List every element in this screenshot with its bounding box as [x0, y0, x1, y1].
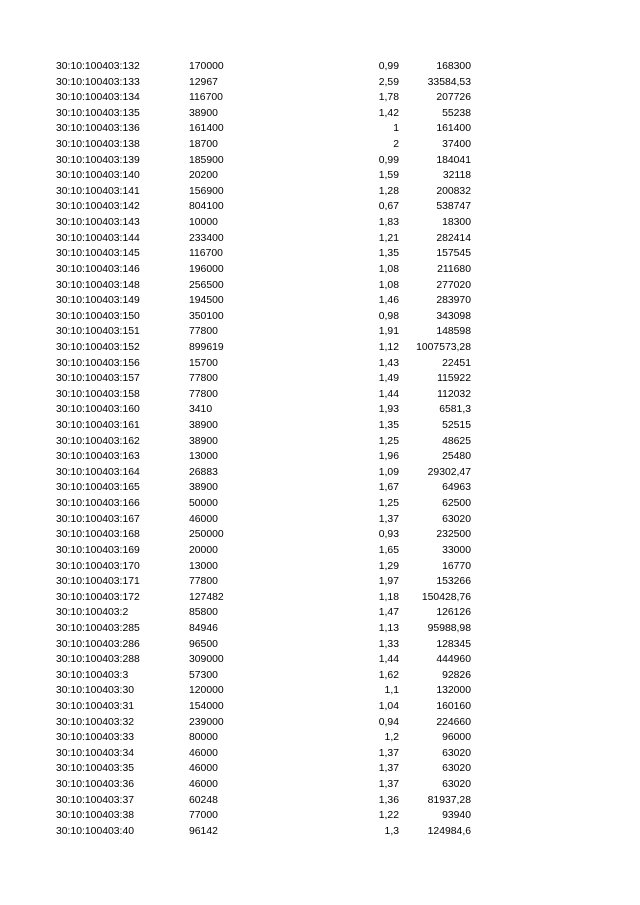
table-row [0, 761, 640, 777]
value-cell: 12967 [189, 76, 218, 88]
table-row [0, 715, 640, 731]
cadastral-number-cell: 30:10:100403:288 [56, 654, 140, 666]
result-cell: 277020 [436, 279, 471, 291]
cadastral-number-cell: 30:10:100403:170 [56, 560, 140, 572]
cadastral-number-cell: 30:10:100403:161 [56, 420, 140, 432]
coefficient-cell: 1,33 [378, 638, 399, 650]
coefficient-cell: 1,21 [378, 232, 399, 244]
result-cell: 1007573,28 [416, 341, 471, 353]
value-cell: 80000 [189, 732, 218, 744]
table-row [0, 293, 640, 309]
cadastral-number-cell: 30:10:100403:135 [56, 107, 140, 119]
cadastral-number-cell: 30:10:100403:149 [56, 295, 140, 307]
value-cell: 46000 [189, 779, 218, 791]
value-cell: 38900 [189, 482, 218, 494]
cadastral-number-cell: 30:10:100403:157 [56, 373, 140, 385]
coefficient-cell: 1,29 [378, 560, 399, 572]
cadastral-number-cell: 30:10:100403:146 [56, 263, 140, 275]
table-row [0, 527, 640, 543]
value-cell: 96500 [189, 638, 218, 650]
result-cell: 32118 [442, 170, 471, 182]
value-cell: 13000 [189, 451, 218, 463]
table-row [0, 699, 640, 715]
table-row [0, 215, 640, 231]
result-cell: 150428,76 [421, 591, 471, 603]
table-row [0, 449, 640, 465]
result-cell: 282414 [436, 232, 471, 244]
value-cell: 84946 [189, 622, 218, 634]
cadastral-number-cell: 30:10:100403:151 [56, 326, 140, 338]
cadastral-number-cell: 30:10:100403:148 [56, 279, 140, 291]
coefficient-cell: 1,67 [378, 482, 399, 494]
result-cell: 124984,6 [427, 825, 471, 837]
table-row [0, 730, 640, 746]
result-cell: 96000 [442, 732, 471, 744]
table-row [0, 121, 640, 137]
result-cell: 160160 [436, 700, 471, 712]
coefficient-cell: 1,65 [378, 544, 399, 556]
value-cell: 15700 [189, 357, 218, 369]
coefficient-cell: 1,04 [378, 700, 399, 712]
result-cell: 538747 [436, 201, 471, 213]
coefficient-cell: 1,42 [378, 107, 399, 119]
table-row [0, 652, 640, 668]
table-row [0, 106, 640, 122]
coefficient-cell: 1,46 [378, 295, 399, 307]
result-cell: 6581,3 [439, 404, 471, 416]
value-cell: 20000 [189, 544, 218, 556]
result-cell: 37400 [442, 139, 471, 151]
cadastral-number-cell: 30:10:100403:34 [56, 747, 135, 759]
result-cell: 283970 [436, 295, 471, 307]
coefficient-cell: 0,98 [378, 310, 399, 322]
cadastral-number-cell: 30:10:100403:35 [56, 763, 135, 775]
result-cell: 211680 [437, 263, 471, 275]
coefficient-cell: 1,28 [378, 185, 399, 197]
result-cell: 25480 [442, 451, 471, 463]
coefficient-cell: 1,18 [378, 591, 399, 603]
cadastral-number-cell: 30:10:100403:38 [56, 810, 135, 822]
result-cell: 93940 [442, 810, 471, 822]
coefficient-cell: 1,62 [378, 669, 399, 681]
result-cell: 161400 [436, 123, 471, 135]
coefficient-cell: 1,09 [378, 466, 399, 478]
table-row [0, 668, 640, 684]
table-row [0, 496, 640, 512]
coefficient-cell: 1,78 [378, 92, 399, 104]
cadastral-number-cell: 30:10:100403:166 [56, 498, 140, 510]
value-cell: 250000 [189, 529, 224, 541]
table-row [0, 605, 640, 621]
table-row [0, 387, 640, 403]
cadastral-number-cell: 30:10:100403:31 [56, 700, 135, 712]
value-cell: 170000 [189, 61, 224, 72]
value-cell: 309000 [189, 654, 224, 666]
value-cell: 77800 [189, 373, 218, 385]
value-cell: 10000 [189, 217, 218, 229]
table-row [0, 137, 640, 153]
table-row [0, 683, 640, 699]
value-cell: 77800 [189, 388, 218, 400]
cadastral-number-cell: 30:10:100403:172 [56, 591, 140, 603]
value-cell: 156900 [189, 185, 224, 197]
value-cell: 13000 [189, 560, 218, 572]
value-cell: 38900 [189, 420, 218, 432]
coefficient-cell: 1,08 [378, 279, 399, 291]
coefficient-cell: 1,37 [378, 513, 399, 525]
cadastral-number-cell: 30:10:100403:138 [56, 139, 140, 151]
value-cell: 38900 [189, 435, 218, 447]
result-cell: 63020 [442, 779, 471, 791]
value-cell: 239000 [189, 716, 224, 728]
result-cell: 148598 [436, 326, 471, 338]
cadastral-number-cell: 30:10:100403:136 [56, 123, 140, 135]
value-cell: 185900 [189, 154, 224, 166]
cadastral-number-cell: 30:10:100403:285 [56, 622, 140, 634]
coefficient-cell: 1,44 [378, 388, 399, 400]
cadastral-number-cell: 30:10:100403:134 [56, 92, 140, 104]
table-row [0, 324, 640, 340]
cadastral-number-cell: 30:10:100403:133 [56, 76, 140, 88]
value-cell: 18700 [189, 139, 218, 151]
table-row [0, 777, 640, 793]
cadastral-number-cell: 30:10:100403:167 [56, 513, 140, 525]
coefficient-cell: 1,08 [378, 263, 399, 275]
result-cell: 157545 [436, 248, 471, 260]
table-row [0, 574, 640, 590]
coefficient-cell: 1,43 [378, 357, 399, 369]
coefficient-cell: 1,12 [378, 341, 399, 353]
table-row [0, 824, 640, 840]
cadastral-number-cell: 30:10:100403:142 [56, 201, 140, 213]
result-cell: 153266 [436, 576, 471, 588]
table-row [0, 512, 640, 528]
cadastral-number-cell: 30:10:100403:160 [56, 404, 140, 416]
coefficient-cell: 1,35 [378, 420, 399, 432]
result-cell: 62500 [442, 498, 471, 510]
result-cell: 126126 [436, 607, 471, 619]
table-row [0, 793, 640, 809]
result-cell: 200832 [436, 185, 471, 197]
table-row [0, 402, 640, 418]
table-row [0, 340, 640, 356]
value-cell: 116700 [189, 248, 223, 260]
table-row [0, 59, 640, 75]
cadastral-number-cell: 30:10:100403:286 [56, 638, 140, 650]
result-cell: 81937,28 [427, 794, 471, 806]
coefficient-cell: 1,3 [384, 825, 399, 837]
table-row [0, 153, 640, 169]
table-row [0, 621, 640, 637]
cadastral-number-cell: 30:10:100403:145 [56, 248, 140, 260]
table-row [0, 309, 640, 325]
cadastral-number-cell: 30:10:100403:37 [56, 794, 135, 806]
value-cell: 85800 [189, 607, 218, 619]
coefficient-cell: 0,94 [378, 716, 399, 728]
cadastral-number-cell: 30:10:100403:165 [56, 482, 140, 494]
cadastral-number-cell: 30:10:100403:140 [56, 170, 140, 182]
table-row [0, 371, 640, 387]
coefficient-cell: 1,91 [378, 326, 399, 338]
cadastral-number-cell: 30:10:100403:32 [56, 716, 135, 728]
result-cell: 22451 [442, 357, 471, 369]
coefficient-cell: 1,25 [378, 435, 399, 447]
cadastral-number-cell: 30:10:100403:164 [56, 466, 140, 478]
value-cell: 194500 [189, 295, 224, 307]
table-row [0, 356, 640, 372]
result-cell: 48625 [442, 435, 471, 447]
result-cell: 52515 [442, 420, 471, 432]
coefficient-cell: 1,35 [378, 248, 399, 260]
cadastral-number-cell: 30:10:100403:2 [56, 607, 129, 619]
coefficient-cell: 1,37 [378, 747, 399, 759]
coefficient-cell: 1,47 [378, 607, 399, 619]
result-cell: 444960 [436, 654, 471, 666]
table-row [0, 262, 640, 278]
result-cell: 168300 [436, 61, 471, 72]
cadastral-number-cell: 30:10:100403:141 [56, 185, 140, 197]
value-cell: 196000 [189, 263, 224, 275]
table-row [0, 559, 640, 575]
value-cell: 77800 [189, 576, 218, 588]
result-cell: 95988,98 [427, 622, 471, 634]
result-cell: 63020 [442, 763, 471, 775]
value-cell: 804100 [189, 201, 224, 213]
value-cell: 127482 [189, 591, 224, 603]
coefficient-cell: 1,22 [378, 810, 399, 822]
table-row [0, 637, 640, 653]
value-cell: 26883 [189, 466, 218, 478]
result-cell: 232500 [436, 529, 471, 541]
table-row [0, 246, 640, 262]
table-row [0, 746, 640, 762]
coefficient-cell: 0,93 [378, 529, 399, 541]
value-cell: 60248 [189, 794, 218, 806]
cadastral-number-cell: 30:10:100403:36 [56, 779, 135, 791]
cadastral-number-cell: 30:10:100403:150 [56, 310, 140, 322]
table-row [0, 543, 640, 559]
coefficient-cell: 1,96 [378, 451, 399, 463]
cadastral-number-cell: 30:10:100403:139 [56, 154, 140, 166]
coefficient-cell: 1,2 [384, 732, 399, 744]
coefficient-cell: 1,25 [378, 498, 399, 510]
cadastral-number-cell: 30:10:100403:168 [56, 529, 140, 541]
coefficient-cell: 1,13 [378, 622, 399, 634]
value-cell: 96142 [189, 825, 218, 837]
value-cell: 57300 [189, 669, 218, 681]
table-row [0, 590, 640, 606]
table-row [0, 480, 640, 496]
coefficient-cell: 1,97 [378, 576, 399, 588]
result-cell: 33584,53 [427, 76, 471, 88]
table-row [0, 808, 640, 824]
coefficient-cell: 1,36 [378, 794, 399, 806]
result-cell: 115922 [437, 373, 471, 385]
table-row [0, 231, 640, 247]
result-cell: 224660 [436, 716, 471, 728]
value-cell: 899619 [189, 341, 224, 353]
result-cell: 63020 [442, 513, 471, 525]
cadastral-number-cell: 30:10:100403:143 [56, 217, 140, 229]
cadastral-number-cell: 30:10:100403:169 [56, 544, 140, 556]
coefficient-cell: 1,37 [378, 763, 399, 775]
value-cell: 120000 [189, 685, 224, 697]
table-row [0, 90, 640, 106]
cadastral-number-cell: 30:10:100403:144 [56, 232, 140, 244]
value-cell: 46000 [189, 747, 218, 759]
value-cell: 350100 [189, 310, 224, 322]
value-cell: 77000 [189, 810, 218, 822]
cadastral-number-cell: 30:10:100403:33 [56, 732, 135, 744]
coefficient-cell: 1 [393, 123, 399, 135]
table-row [0, 75, 640, 91]
result-cell: 207726 [436, 92, 471, 104]
cadastral-number-cell: 30:10:100403:158 [56, 388, 140, 400]
value-cell: 256500 [189, 279, 224, 291]
result-cell: 63020 [442, 747, 471, 759]
cadastral-number-cell: 30:10:100403:163 [56, 451, 140, 463]
coefficient-cell: 1,1 [384, 685, 399, 697]
value-cell: 38900 [189, 107, 218, 119]
result-cell: 16770 [442, 560, 471, 572]
value-cell: 116700 [189, 92, 223, 104]
value-cell: 77800 [189, 326, 218, 338]
table-row [0, 418, 640, 434]
value-cell: 3410 [189, 404, 213, 416]
coefficient-cell: 2 [393, 139, 399, 151]
coefficient-cell: 2,59 [378, 76, 399, 88]
value-cell: 154000 [189, 700, 224, 712]
value-cell: 161400 [189, 123, 224, 135]
table-row [0, 199, 640, 215]
value-cell: 233400 [189, 232, 224, 244]
result-cell: 29302,47 [427, 466, 471, 478]
result-cell: 112032 [437, 388, 471, 400]
table-row [0, 278, 640, 294]
result-cell: 55238 [442, 107, 471, 119]
cadastral-number-cell: 30:10:100403:132 [56, 61, 140, 72]
spreadsheet-table [0, 59, 640, 839]
table-row [0, 434, 640, 450]
result-cell: 18300 [442, 217, 471, 229]
coefficient-cell: 0,67 [378, 201, 399, 213]
coefficient-cell: 1,37 [378, 779, 399, 791]
result-cell: 92826 [442, 669, 471, 681]
cadastral-number-cell: 30:10:100403:171 [56, 576, 140, 588]
result-cell: 343098 [436, 310, 471, 322]
coefficient-cell: 0,99 [378, 61, 399, 72]
result-cell: 64963 [442, 482, 471, 494]
value-cell: 46000 [189, 513, 218, 525]
coefficient-cell: 1,83 [378, 217, 399, 229]
result-cell: 184041 [436, 154, 471, 166]
value-cell: 20200 [189, 170, 218, 182]
table-row [0, 168, 640, 184]
coefficient-cell: 1,93 [378, 404, 399, 416]
coefficient-cell: 1,44 [378, 654, 399, 666]
cadastral-number-cell: 30:10:100403:30 [56, 685, 135, 697]
value-cell: 46000 [189, 763, 218, 775]
cadastral-number-cell: 30:10:100403:3 [56, 669, 129, 681]
table-row [0, 184, 640, 200]
result-cell: 33000 [442, 544, 471, 556]
cadastral-number-cell: 30:10:100403:162 [56, 435, 140, 447]
result-cell: 128345 [436, 638, 471, 650]
value-cell: 50000 [189, 498, 218, 510]
coefficient-cell: 1,59 [378, 170, 399, 182]
table-row [0, 465, 640, 481]
cadastral-number-cell: 30:10:100403:156 [56, 357, 140, 369]
cadastral-number-cell: 30:10:100403:152 [56, 341, 140, 353]
cadastral-number-cell: 30:10:100403:40 [56, 825, 135, 837]
coefficient-cell: 1,49 [378, 373, 399, 385]
coefficient-cell: 0,99 [378, 154, 399, 166]
result-cell: 132000 [436, 685, 471, 697]
